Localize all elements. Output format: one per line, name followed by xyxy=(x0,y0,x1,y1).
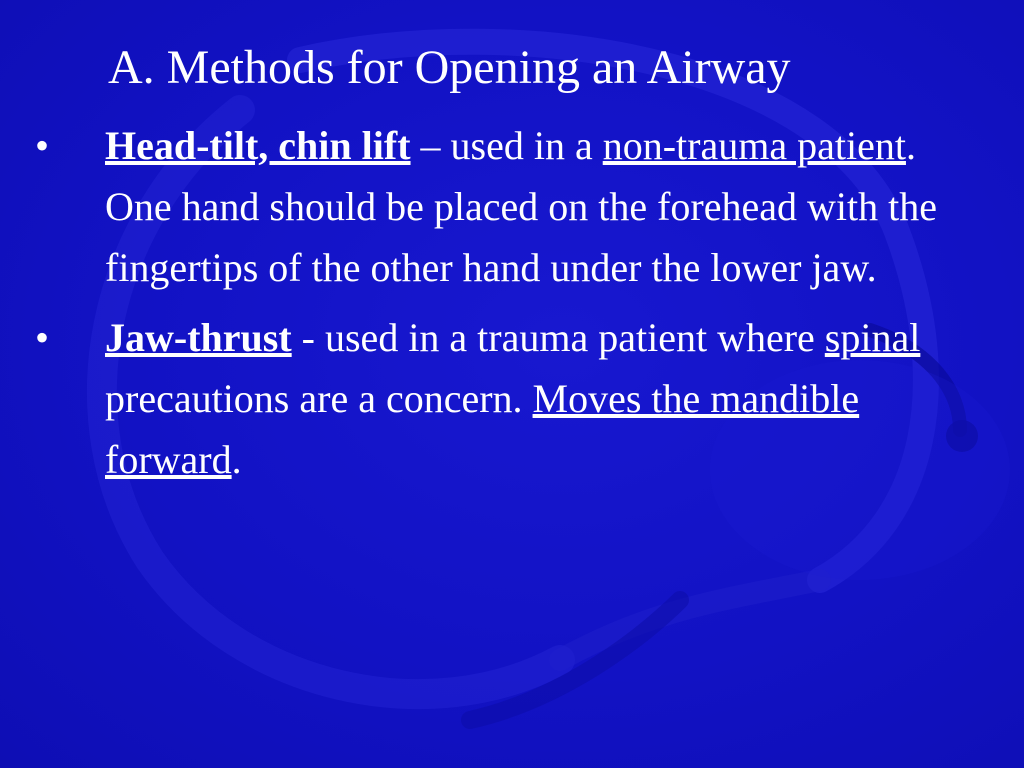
bullet-item-head-tilt xyxy=(0,115,985,298)
slide-title: A. Methods for Opening an Airway xyxy=(108,41,791,94)
bullet-icon: • xyxy=(35,123,50,168)
bullet-text: precautions are a concern. xyxy=(105,376,533,421)
underlined-moves-mandible-forward: Moves the mandible forward xyxy=(105,376,860,482)
bullet-text: - used in a trauma patient where xyxy=(291,315,825,360)
bullet-item-jaw-thrust xyxy=(0,307,985,490)
term-jaw-thrust: Jaw-thrust xyxy=(105,315,292,360)
bullet-text: . One hand should be placed on the forehead with the fingertips of the other hand under the lower jaw. xyxy=(105,123,937,290)
underlined-spinal: spinal xyxy=(824,315,921,360)
bullet-icon: • xyxy=(35,315,50,360)
term-head-tilt-chin-lift: Head-tilt, chin lift xyxy=(105,123,411,168)
bullet-list xyxy=(0,115,1024,490)
underlined-non-trauma-patient: non-trauma patient xyxy=(602,123,906,168)
bullet-text: – used in a xyxy=(410,123,603,168)
bullet-text: . xyxy=(231,437,242,482)
